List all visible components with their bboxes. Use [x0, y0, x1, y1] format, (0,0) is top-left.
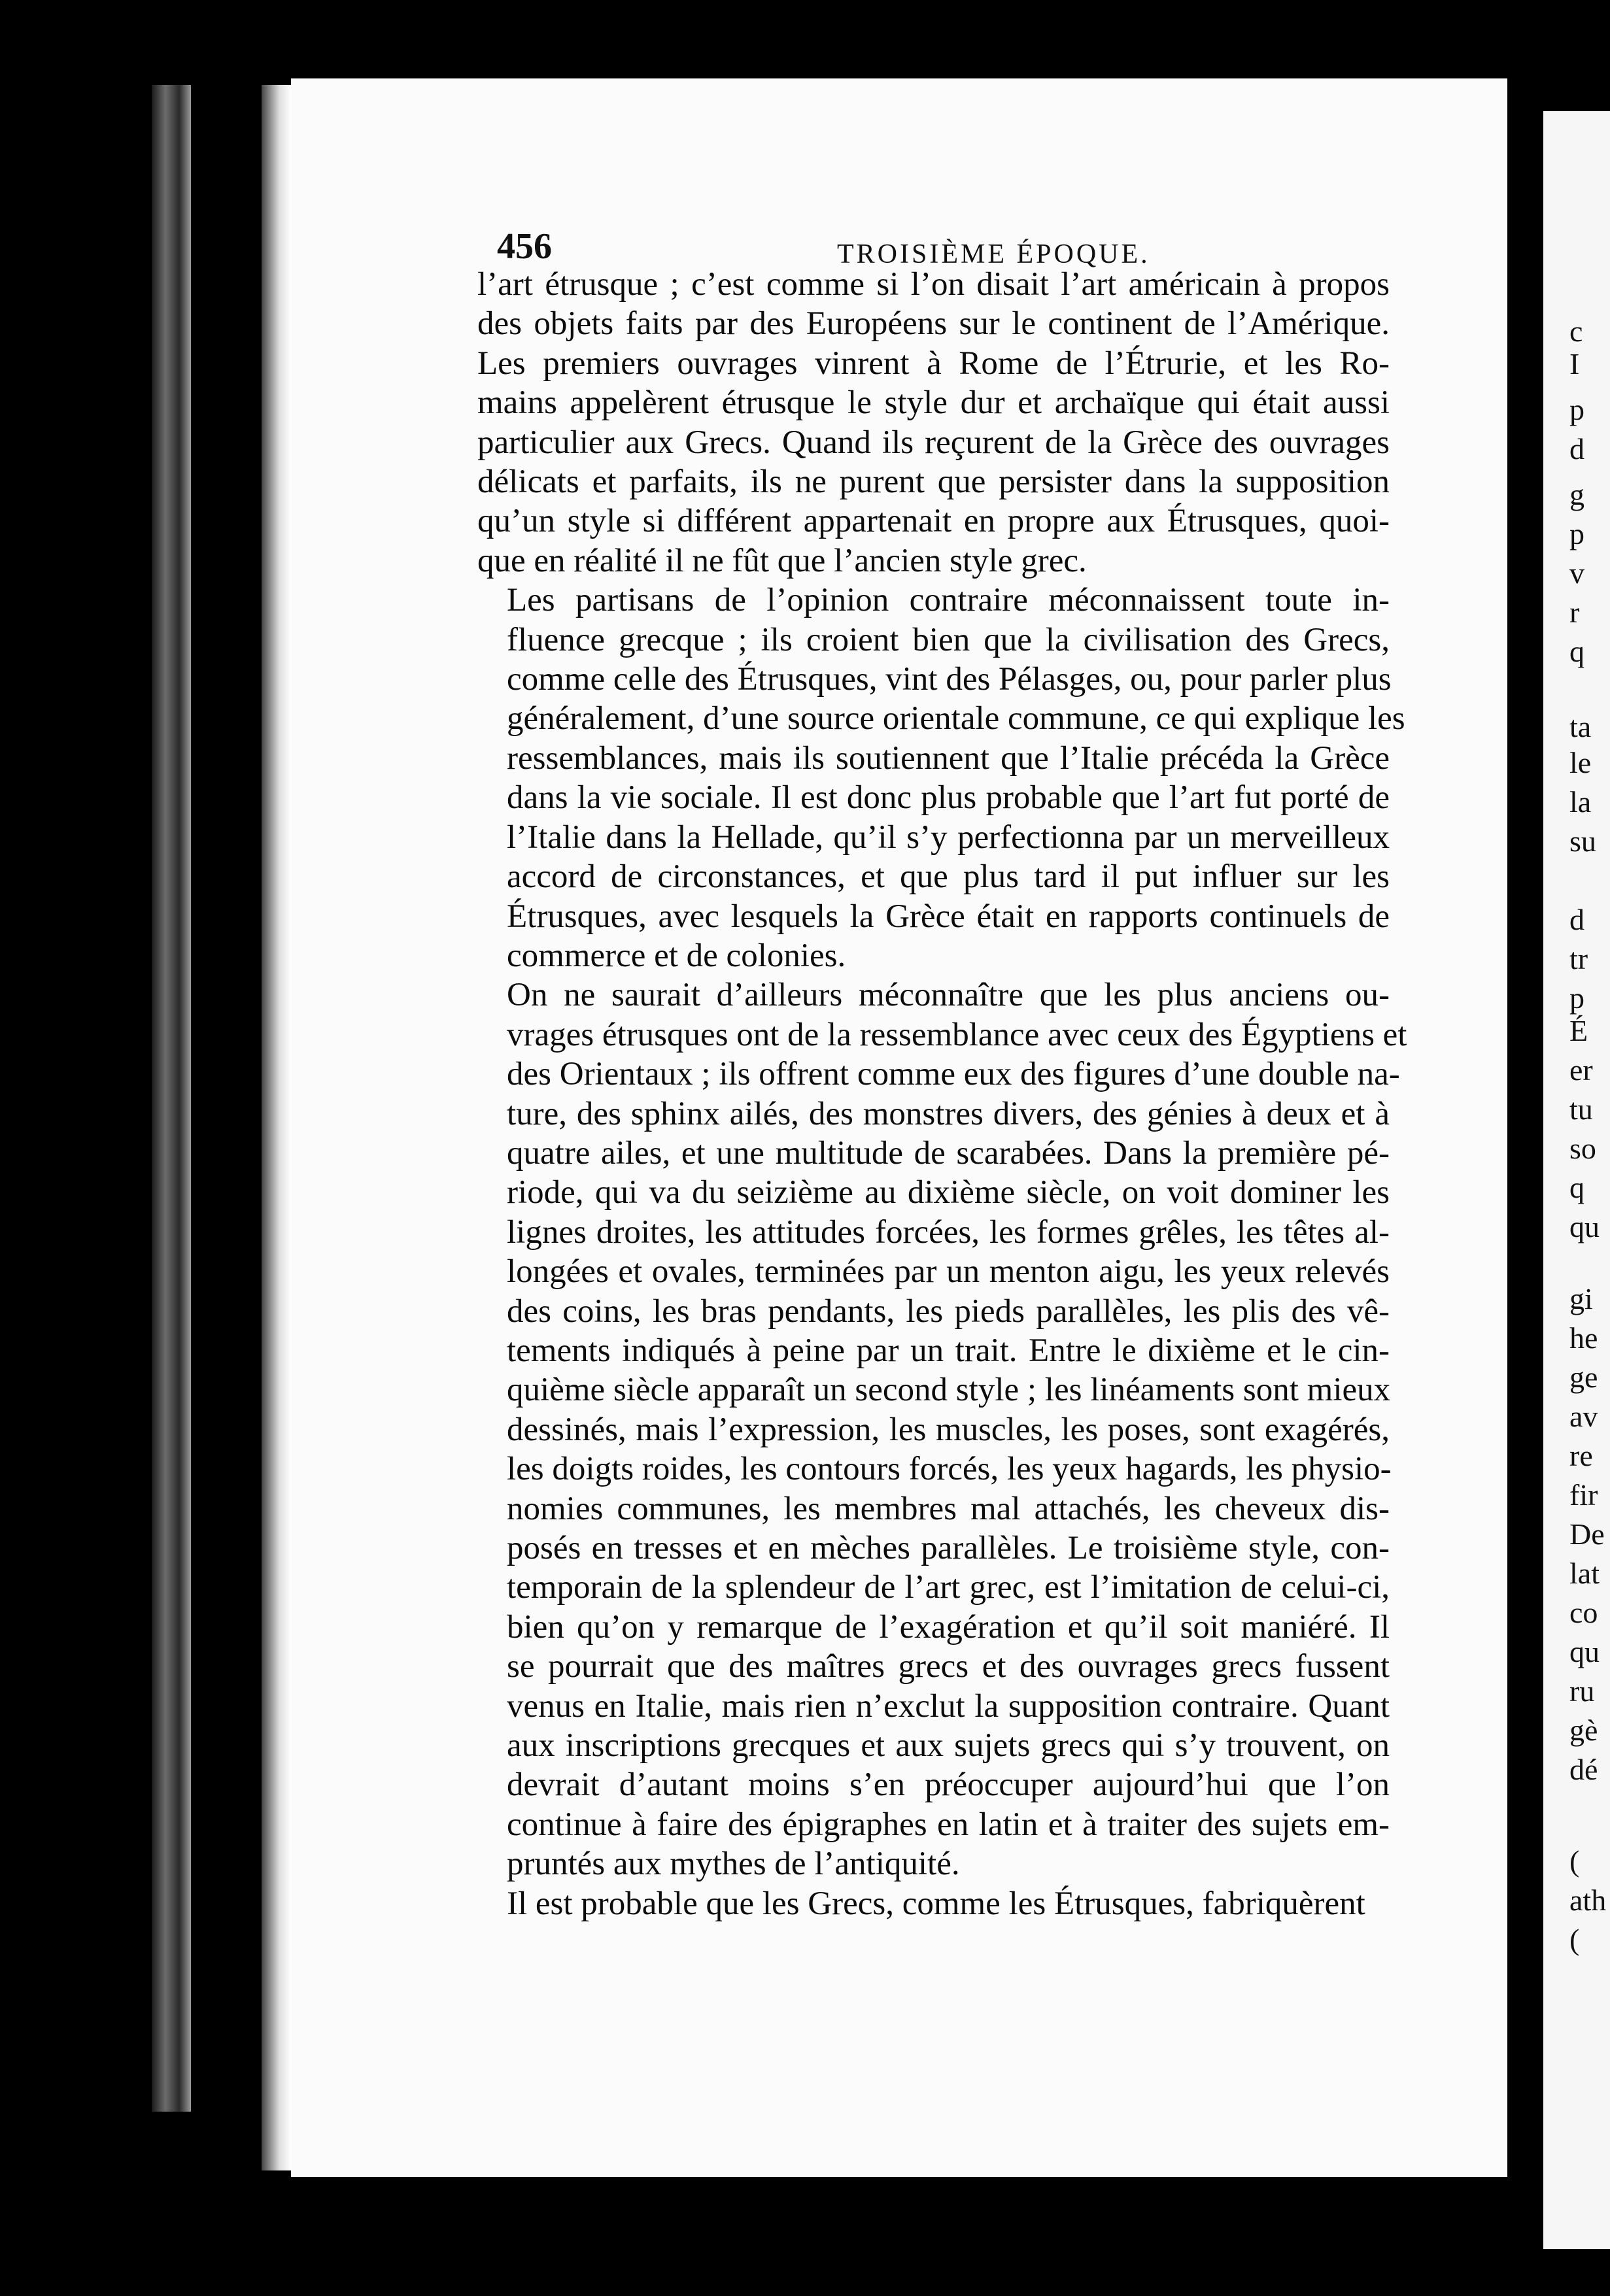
text-line: longées et ovales, terminées par un menton aigu, les yeux relevés [507, 1253, 1390, 1291]
next-page-fragment: q [1569, 635, 1584, 668]
next-page-fragment: so [1569, 1132, 1596, 1165]
paragraph [477, 1884, 1390, 1923]
body-text [477, 265, 1407, 1923]
text-line: lignes droites, les attitudes forcées, les formes grêles, les têtes al- [507, 1213, 1390, 1251]
text-line: Étrusques, avec lesquels la Grèce était en rapports continuels de [507, 898, 1390, 935]
text-line: des objets faits par des Européens sur le continent de l’Amérique. [477, 305, 1390, 343]
next-page-fragment: ru [1569, 1674, 1595, 1708]
next-page-fragment: la [1569, 785, 1592, 819]
text-line: Les premiers ouvrages vinrent à Rome de l’Étrurie, et les Ro- [477, 345, 1390, 382]
next-page-fragment: ( [1569, 1923, 1580, 1956]
text-line: aux inscriptions grecques et aux sujets grecs qui s’y trouvent, on [507, 1727, 1390, 1764]
running-head: TROISIÈME ÉPOQUE. [837, 239, 1150, 269]
text-line: fluence grecque ; ils croient bien que la civilisation des Grecs, [507, 621, 1390, 658]
next-page-fragment: re [1569, 1439, 1593, 1472]
next-page-fragment: p [1569, 517, 1584, 550]
paragraph [477, 265, 1390, 581]
text-line: ressemblances, mais ils soutiennent que l’Italie précéda la Grèce [507, 739, 1390, 777]
text-line: vrages étrusques ont de la ressemblance avec ceux des Égyptiens et [507, 1016, 1407, 1053]
text-line: comme celle des Étrusques, vint des Pélasges, ou, pour parler plus [507, 661, 1392, 698]
text-line: l’Italie dans la Hellade, qu’il s’y perfectionna par un merveilleux [507, 819, 1390, 856]
text-line: mains appelèrent étrusque le style dur et archaïque qui était aussi [477, 384, 1390, 422]
next-page-fragment: ath [1569, 1883, 1607, 1917]
next-page-fragment: De [1569, 1517, 1605, 1551]
text-line: les doigts roides, les contours forcés, les yeux hagards, les physio- [507, 1451, 1392, 1488]
text-line: Il est probable que les Grecs, comme les Étrusques, fabriquèrent [507, 1885, 1365, 1922]
text-line: temporain de la splendeur de l’art grec, est l’imitation de celui-ci, [507, 1569, 1390, 1606]
text-line: l’art étrusque ; c’est comme si l’on disait l’art américain à propos [477, 266, 1390, 303]
next-page-fragment: ta [1569, 710, 1592, 743]
text-line: continue à faire des épigraphes en latin et à traiter des sujets em- [507, 1806, 1390, 1843]
book-spine [152, 85, 191, 2112]
text-line: venus en Italie, mais rien n’exclut la supposition contraire. Quant [507, 1687, 1390, 1725]
next-page-fragment: lat [1569, 1557, 1600, 1590]
next-page-fragment: p [1569, 981, 1584, 1015]
next-page-fragment: dé [1569, 1753, 1598, 1786]
next-page-fragment: É [1569, 1014, 1588, 1047]
next-page-fragment: v [1569, 556, 1584, 590]
next-page-fragment: he [1569, 1321, 1598, 1355]
text-line: accord de circonstances, et que plus tard il put influer sur les [507, 858, 1390, 896]
next-page-fragment: av [1569, 1400, 1598, 1433]
text-line: riode, qui va du seizième au dixième siècle, on voit dominer les [507, 1174, 1390, 1211]
text-line: qu’un style si différent appartenait en propre aux Étrusques, quoi- [477, 503, 1390, 540]
next-page-fragment: p [1569, 393, 1584, 426]
next-page-fragment: co [1569, 1596, 1598, 1629]
next-page-fragment: tu [1569, 1092, 1593, 1126]
text-line: posés en tresses et en mèches parallèles. Le troisième style, con- [507, 1530, 1390, 1566]
text-line: commerce et de colonies. [507, 937, 846, 974]
next-page-fragment: ge [1569, 1360, 1598, 1394]
text-line: que en réalité il ne fût que l’ancien style grec. [477, 542, 1087, 579]
next-page-fragment: qu [1569, 1210, 1600, 1243]
page-edge [262, 85, 291, 2170]
text-line: nomies communes, les membres mal attachés, les cheveux dis- [507, 1490, 1390, 1527]
next-page-fragment: r [1569, 596, 1580, 629]
text-line: ture, des sphinx ailés, des monstres divers, des génies à deux et à [507, 1095, 1390, 1132]
text-line: des coins, les bras pendants, les pieds parallèles, les plis des vê- [507, 1292, 1390, 1330]
text-line: généralement, d’une source orientale commune, ce qui explique les [507, 700, 1405, 737]
text-line: particulier aux Grecs. Quand ils reçurent de la Grèce des ouvrages [477, 424, 1390, 461]
text-line: se pourrait que des maîtres grecs et des ouvrages grecs fussent [507, 1648, 1390, 1685]
next-page-fragment: fir [1569, 1478, 1598, 1511]
next-page-fragment: g [1569, 478, 1584, 511]
text-line: dans la vie sociale. Il est donc plus probable que l’art fut porté de [507, 779, 1390, 817]
text-line: dessinés, mais l’expression, les muscles, les poses, sont exagérés, [507, 1411, 1390, 1448]
next-page-fragment: qu [1569, 1635, 1600, 1668]
page-header [497, 212, 1399, 269]
text-line: quième siècle apparaît un second style ; les linéaments sont mieux [507, 1372, 1391, 1409]
next-page-fragment: d [1569, 432, 1584, 465]
next-page-fragment: le [1569, 746, 1592, 779]
paragraph [477, 581, 1405, 975]
next-page-fragment: gè [1569, 1714, 1598, 1747]
text-line: tements indiqués à peine par un trait. Entre le dixième et le cin- [507, 1332, 1390, 1369]
page-number: 456 [497, 226, 552, 267]
next-page-fragment: er [1569, 1053, 1593, 1087]
paragraph [477, 975, 1407, 1883]
text-line: quatre ailes, et une multitude de scarabées. Dans la première pé- [507, 1134, 1390, 1172]
next-page-fragment: c [1569, 314, 1583, 348]
page-gutter [1507, 78, 1547, 2177]
text-line: bien qu’on y remarque de l’exagération et qu’il soit maniéré. Il [507, 1608, 1390, 1646]
next-page-fragment: d [1569, 903, 1584, 936]
text-line: délicats et parfaits, ils ne purent que persister dans la supposition [477, 464, 1390, 501]
next-page-fragment: I [1569, 347, 1580, 380]
text-line: des Orientaux ; ils offrent comme eux des figures d’une double na- [507, 1056, 1400, 1093]
text-line: Les partisans de l’opinion contraire méconnaissent toute in- [507, 582, 1390, 619]
next-page-fragment: gi [1569, 1282, 1593, 1315]
text-line: devrait d’autant moins s’en préoccuper aujourd’hui que l’on [507, 1766, 1390, 1804]
next-page-fragment: ( [1569, 1844, 1580, 1878]
next-page-fragment: q [1569, 1171, 1584, 1204]
text-line: pruntés aux mythes de l’antiquité. [507, 1846, 960, 1883]
next-page-fragment: tr [1569, 942, 1588, 975]
text-line: On ne saurait d’ailleurs méconnaître que les plus anciens ou- [507, 977, 1390, 1014]
next-page-fragment: su [1569, 824, 1596, 858]
